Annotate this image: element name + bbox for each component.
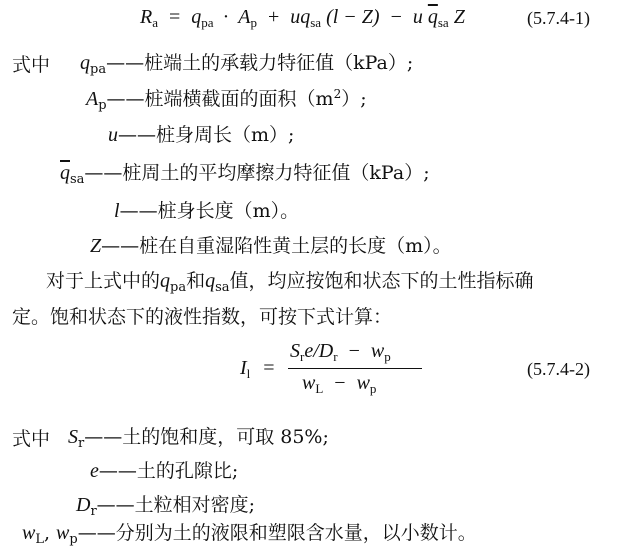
def-u: u——桩身周长（m）; [108,124,295,146]
def-ap: $A_p——$桩端横截面的面积$(m^2)$; [86,87,367,113]
equation-2-denominator: $w_L - w_p$ [302,372,377,396]
def-l: l——桩身长度（m）。 [114,200,300,222]
definitions-2-intro: 式中 [12,428,51,450]
def-wl-wp: $w_L$, $w_p——$分别为土的液限和塑限含水量，以小数计。 [22,522,477,547]
equation-2-numerator: $S_re/D_r - w_p$ [290,340,391,364]
equation-1-number: (5.7.4-1) [527,8,590,28]
fraction-bar [288,368,422,369]
equation-2-number: (5.7.4-2) [527,359,590,379]
def-qpa: $q_{pa}——$桩端土的承载力特征值（kPa）; [80,52,414,77]
definitions-1-intro: 式中 [12,54,51,76]
paragraph-line-2: 定。饱和状态下的液性指数，可按下式计算： [12,306,393,328]
equation-1: $R_a = q_{pa} \cdot A_p + uq_{sa}$ (l − Z) − u $\overline{q}_{sa}$ Z [140,6,465,30]
equation-2-lhs: $I_l$ = [240,357,275,381]
paragraph-line-1: 对于上式中的$q_{pa}$和$q_{sa}$值，均应按饱和状态下的土性指标确 [46,270,534,295]
def-dr: $D_r——$土粒相对密度; [76,494,256,519]
def-z: Z——桩在自重湿陷性黄土层的长度（m）。 [90,235,452,257]
def-qsa: $\overline{q}_{sa}——$桩周土的平均摩擦力特征值（kPa）; [60,162,430,187]
def-sr: $S_r——$土的饱和度，可取 85%; [68,426,329,451]
def-e: e——土的孔隙比; [90,460,239,482]
